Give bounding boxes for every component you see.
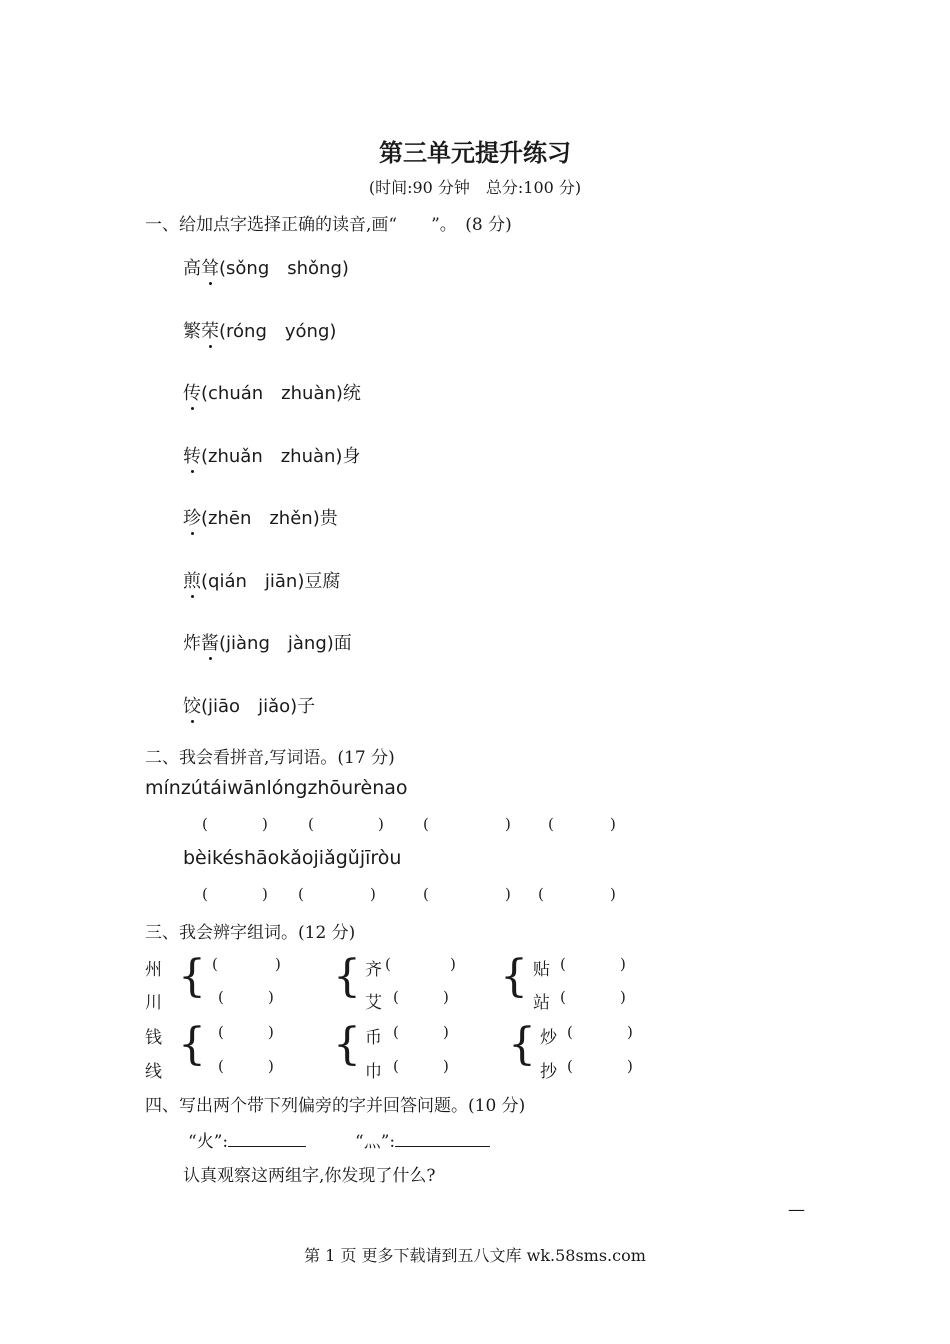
pronunciation-item [183,254,349,280]
item-suffix: 子 [297,696,316,717]
bracket-close: ) [627,1057,633,1075]
item-suffix: 贵 [319,508,338,529]
bracket-close: ) [268,1057,274,1075]
bracket-open: ( [393,1057,399,1075]
exam-info: (时间:90 分钟 总分:100 分) [368,178,582,197]
pinyin-options: (zhēn zhěn) [201,508,320,529]
brace-icon: { [178,1019,206,1070]
answer-blank-1[interactable] [228,1132,306,1147]
pinyin-options: (zhuǎn zhuàn) [201,446,343,467]
brace-icon: { [333,951,361,1002]
answer-blank-2[interactable] [395,1132,490,1147]
bracket-close: ) [378,815,384,833]
section4-heading: 四、写出两个带下列偏旁的字并回答问题。(10 分) [145,1096,526,1116]
pronunciation-item [183,692,315,718]
item-char: 繁 [183,321,201,342]
pinyin-options: (qián jiān) [201,571,305,592]
pinyin-options: (róng yóng) [219,321,337,342]
word-char: 艾 [365,993,382,1013]
bracket-open: ( [423,815,429,833]
brace-icon: { [508,1019,536,1070]
dotted-char: 珍 [183,504,201,530]
bracket-open: ( [393,988,399,1006]
bracket-open: ( [567,1057,573,1075]
brace-icon: { [333,1019,361,1070]
pronunciation-item [183,442,360,468]
bracket-open: ( [560,955,566,973]
word-char: 钱 [145,1028,162,1048]
word-char: 贴 [533,960,550,980]
item-suffix: 豆腐 [304,571,341,592]
pronunciation-item [183,629,352,655]
bracket-open: ( [298,885,304,903]
page-title: 第三单元提升练习 [379,138,571,167]
dotted-char: 饺 [183,692,201,718]
question-text: 认真观察这两组字,你发现了什么? [183,1166,436,1186]
bracket-close: ) [610,885,616,903]
pinyin-line-1: mínzútáiwānlóngzhōurènao [145,777,408,799]
item-suffix: 统 [342,383,361,404]
bracket-close: ) [505,815,511,833]
bracket-close: ) [620,955,626,973]
radical-fire-label: “火”: [188,1132,229,1152]
section3-heading: 三、我会辨字组词。(12 分) [145,923,356,943]
item-char: 炸 [183,633,201,654]
brace-icon: { [500,951,528,1002]
pinyin-options: (jiāo jiǎo) [201,696,298,717]
dotted-char: 传 [183,379,201,405]
pronunciation-item [183,567,340,593]
bracket-open: ( [385,955,391,973]
bracket-open: ( [560,988,566,1006]
radical-dots-label: “灬”: [355,1132,396,1152]
word-char: 炒 [540,1028,557,1048]
bracket-open: ( [218,988,224,1006]
bracket-close: ) [268,1023,274,1041]
pronunciation-item [183,317,336,343]
bracket-open: ( [393,1023,399,1041]
brace-icon: { [178,951,206,1002]
bracket-close: ) [505,885,511,903]
bracket-open: ( [218,1023,224,1041]
bracket-close: ) [627,1023,633,1041]
bracket-open: ( [202,815,208,833]
bracket-close: ) [443,1023,449,1041]
pinyin-options: (chuán zhuàn) [201,383,343,404]
bracket-close: ) [262,885,268,903]
bracket-open: ( [567,1023,573,1041]
word-char: 齐 [365,960,382,980]
word-char: 巾 [365,1062,382,1082]
section2-heading: 二、我会看拼音,写词语。(17 分) [145,748,395,768]
pinyin-line-2: bèikéshāokǎojiǎgǔjīròu [183,847,402,869]
bracket-close: ) [450,955,456,973]
item-suffix: 身 [342,446,361,467]
word-char: 川 [145,993,162,1013]
bracket-close: ) [610,815,616,833]
pronunciation-item [183,504,338,530]
section1-heading: 一、给加点字选择正确的读音,画“ ”。 (8 分) [145,215,512,235]
bracket-open: ( [218,1057,224,1075]
item-suffix: 面 [333,633,352,654]
bracket-open: ( [548,815,554,833]
word-char: 站 [533,993,550,1013]
word-char: 州 [145,960,162,980]
bracket-open: ( [423,885,429,903]
radical-fire-row [188,1127,306,1152]
word-char: 币 [365,1028,382,1048]
bracket-open: ( [202,885,208,903]
radical-dots-row [355,1127,490,1152]
item-char: 高 [183,258,201,279]
bracket-open: ( [538,885,544,903]
bracket-close: ) [443,988,449,1006]
pinyin-options: (sǒng shǒng) [219,258,349,279]
word-char: 线 [145,1062,162,1082]
page-footer: 第 1 页 更多下载请到五八文库 wk.58sms.com [304,1246,646,1265]
word-char: 抄 [540,1062,557,1082]
bracket-close: ) [275,955,281,973]
page-dash: — [788,1200,805,1220]
pinyin-options: (jiàng jàng) [219,633,334,654]
dotted-char: 荣 [201,317,219,343]
dotted-char: 煎 [183,567,201,593]
bracket-open: ( [212,955,218,973]
bracket-close: ) [620,988,626,1006]
bracket-open: ( [308,815,314,833]
bracket-close: ) [370,885,376,903]
bracket-close: ) [268,988,274,1006]
dotted-char: 酱 [201,629,219,655]
dotted-char: 转 [183,442,201,468]
bracket-close: ) [443,1057,449,1075]
dotted-char: 耸 [201,254,219,280]
pronunciation-item [183,379,361,405]
bracket-close: ) [262,815,268,833]
